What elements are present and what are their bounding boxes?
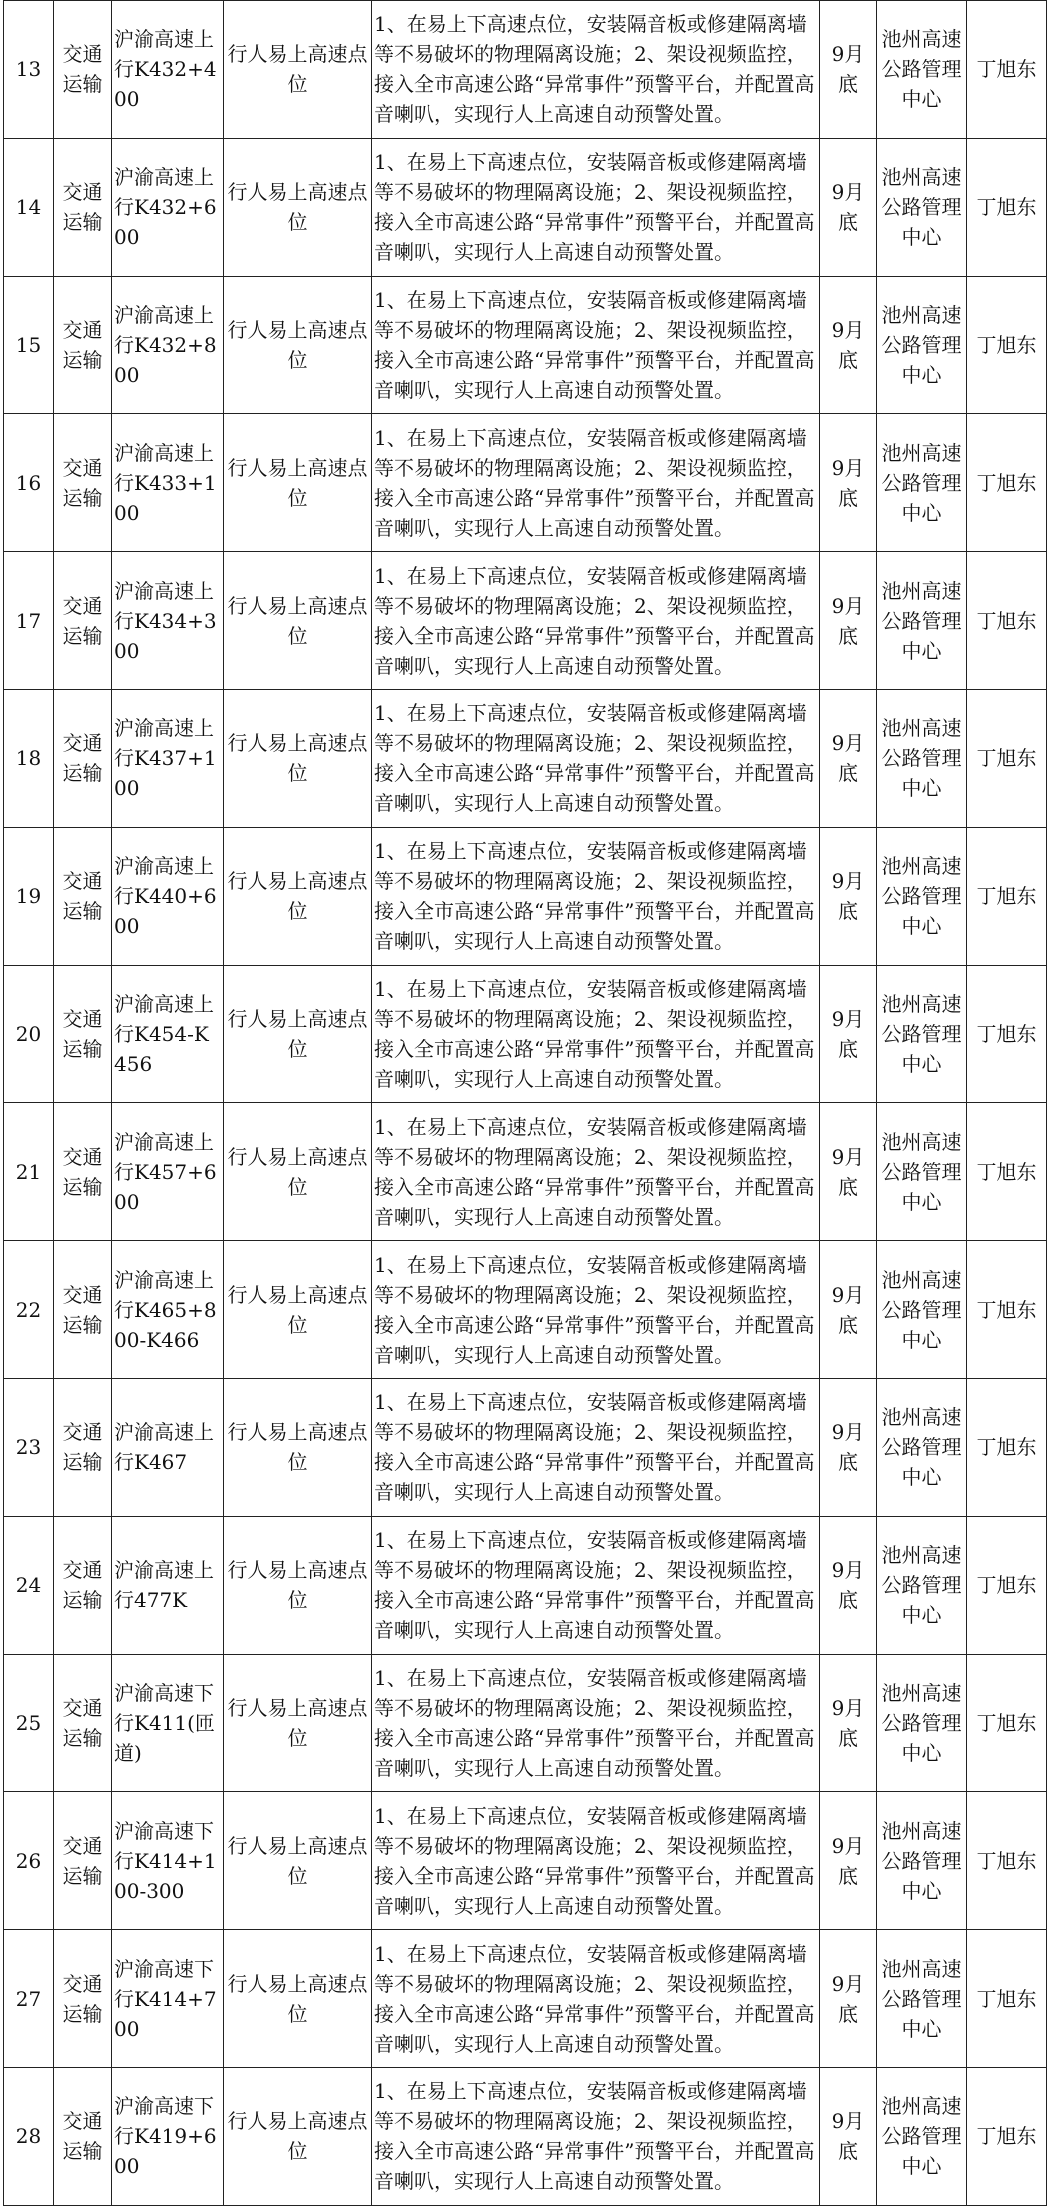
table-row bbox=[4, 1516, 1047, 1654]
issue-cell: 行人易上高速点位 bbox=[224, 1378, 372, 1516]
deadline-cell: 9月底 bbox=[820, 1, 877, 139]
location-cell: 沪渝高速上行K457+600 bbox=[112, 1103, 224, 1241]
measure-cell: 1、在易上下高速点位，安装隔音板或修建隔离墙等不易破坏的物理隔离设施；2、架设视频监控，接入全市高速公路“异常事件”预警平台，并配置高音喇叭，实现行人上高速自动预警处置。 bbox=[372, 965, 820, 1103]
row-number: 28 bbox=[4, 2067, 54, 2205]
category-cell: 交通运输 bbox=[54, 552, 112, 690]
category-cell: 交通运输 bbox=[54, 1930, 112, 2068]
row-number: 26 bbox=[4, 1792, 54, 1930]
table-row bbox=[4, 965, 1047, 1103]
responsible-person-cell: 丁旭东 bbox=[967, 552, 1047, 690]
table-row bbox=[4, 1792, 1047, 1930]
table-row bbox=[4, 1103, 1047, 1241]
issue-cell: 行人易上高速点位 bbox=[224, 276, 372, 414]
responsible-person-cell: 丁旭东 bbox=[967, 1, 1047, 139]
responsible-unit-cell: 池州高速公路管理中心 bbox=[877, 965, 967, 1103]
table-row bbox=[4, 1378, 1047, 1516]
measure-cell: 1、在易上下高速点位，安装隔音板或修建隔离墙等不易破坏的物理隔离设施；2、架设视频监控，接入全市高速公路“异常事件”预警平台，并配置高音喇叭，实现行人上高速自动预警处置。 bbox=[372, 276, 820, 414]
responsible-person-cell: 丁旭东 bbox=[967, 414, 1047, 552]
measure-cell: 1、在易上下高速点位，安装隔音板或修建隔离墙等不易破坏的物理隔离设施；2、架设视频监控，接入全市高速公路“异常事件”预警平台，并配置高音喇叭，实现行人上高速自动预警处置。 bbox=[372, 689, 820, 827]
table-row bbox=[4, 552, 1047, 690]
measure-cell: 1、在易上下高速点位，安装隔音板或修建隔离墙等不易破坏的物理隔离设施；2、架设视频监控，接入全市高速公路“异常事件”预警平台，并配置高音喇叭，实现行人上高速自动预警处置。 bbox=[372, 1516, 820, 1654]
deadline-cell: 9月底 bbox=[820, 276, 877, 414]
table-row bbox=[4, 1930, 1047, 2068]
location-cell: 沪渝高速上行K437+100 bbox=[112, 689, 224, 827]
category-cell: 交通运输 bbox=[54, 827, 112, 965]
category-cell: 交通运输 bbox=[54, 276, 112, 414]
deadline-cell: 9月底 bbox=[820, 689, 877, 827]
location-cell: 沪渝高速上行K432+600 bbox=[112, 138, 224, 276]
table-row bbox=[4, 1654, 1047, 1792]
issue-cell: 行人易上高速点位 bbox=[224, 1, 372, 139]
deadline-cell: 9月底 bbox=[820, 965, 877, 1103]
measure-cell: 1、在易上下高速点位，安装隔音板或修建隔离墙等不易破坏的物理隔离设施；2、架设视频监控，接入全市高速公路“异常事件”预警平台，并配置高音喇叭，实现行人上高速自动预警处置。 bbox=[372, 138, 820, 276]
deadline-cell: 9月底 bbox=[820, 1103, 877, 1241]
table-row bbox=[4, 689, 1047, 827]
location-cell: 沪渝高速上行K432+400 bbox=[112, 1, 224, 139]
issue-cell: 行人易上高速点位 bbox=[224, 827, 372, 965]
measure-cell: 1、在易上下高速点位，安装隔音板或修建隔离墙等不易破坏的物理隔离设施；2、架设视频监控，接入全市高速公路“异常事件”预警平台，并配置高音喇叭，实现行人上高速自动预警处置。 bbox=[372, 1103, 820, 1241]
responsible-unit-cell: 池州高速公路管理中心 bbox=[877, 414, 967, 552]
responsible-person-cell: 丁旭东 bbox=[967, 827, 1047, 965]
deadline-cell: 9月底 bbox=[820, 414, 877, 552]
responsible-person-cell: 丁旭东 bbox=[967, 1241, 1047, 1379]
category-cell: 交通运输 bbox=[54, 414, 112, 552]
responsible-unit-cell: 池州高速公路管理中心 bbox=[877, 1378, 967, 1516]
row-number: 21 bbox=[4, 1103, 54, 1241]
category-cell: 交通运输 bbox=[54, 1654, 112, 1792]
location-cell: 沪渝高速上行K454-K456 bbox=[112, 965, 224, 1103]
issue-cell: 行人易上高速点位 bbox=[224, 1792, 372, 1930]
location-cell: 沪渝高速下行K414+100-300 bbox=[112, 1792, 224, 1930]
table-row bbox=[4, 827, 1047, 965]
category-cell: 交通运输 bbox=[54, 138, 112, 276]
responsible-unit-cell: 池州高速公路管理中心 bbox=[877, 1516, 967, 1654]
responsible-person-cell: 丁旭东 bbox=[967, 276, 1047, 414]
responsible-unit-cell: 池州高速公路管理中心 bbox=[877, 276, 967, 414]
issue-cell: 行人易上高速点位 bbox=[224, 414, 372, 552]
location-cell: 沪渝高速上行K432+800 bbox=[112, 276, 224, 414]
measure-cell: 1、在易上下高速点位，安装隔音板或修建隔离墙等不易破坏的物理隔离设施；2、架设视频监控，接入全市高速公路“异常事件”预警平台，并配置高音喇叭，实现行人上高速自动预警处置。 bbox=[372, 827, 820, 965]
table-row bbox=[4, 276, 1047, 414]
category-cell: 交通运输 bbox=[54, 1516, 112, 1654]
responsible-person-cell: 丁旭东 bbox=[967, 1378, 1047, 1516]
issue-cell: 行人易上高速点位 bbox=[224, 1654, 372, 1792]
table-row bbox=[4, 414, 1047, 552]
deadline-cell: 9月底 bbox=[820, 1654, 877, 1792]
responsible-unit-cell: 池州高速公路管理中心 bbox=[877, 1654, 967, 1792]
responsible-unit-cell: 池州高速公路管理中心 bbox=[877, 1103, 967, 1241]
category-cell: 交通运输 bbox=[54, 1, 112, 139]
table-row bbox=[4, 2067, 1047, 2205]
measure-cell: 1、在易上下高速点位，安装隔音板或修建隔离墙等不易破坏的物理隔离设施；2、架设视频监控，接入全市高速公路“异常事件”预警平台，并配置高音喇叭，实现行人上高速自动预警处置。 bbox=[372, 1654, 820, 1792]
responsible-unit-cell: 池州高速公路管理中心 bbox=[877, 1, 967, 139]
issue-cell: 行人易上高速点位 bbox=[224, 1930, 372, 2068]
deadline-cell: 9月底 bbox=[820, 2067, 877, 2205]
responsible-unit-cell: 池州高速公路管理中心 bbox=[877, 1792, 967, 1930]
row-number: 15 bbox=[4, 276, 54, 414]
location-cell: 沪渝高速上行K434+300 bbox=[112, 552, 224, 690]
location-cell: 沪渝高速下行K411(匝道) bbox=[112, 1654, 224, 1792]
issue-cell: 行人易上高速点位 bbox=[224, 965, 372, 1103]
table-body bbox=[4, 1, 1047, 2206]
row-number: 16 bbox=[4, 414, 54, 552]
table-row bbox=[4, 1, 1047, 139]
row-number: 24 bbox=[4, 1516, 54, 1654]
deadline-cell: 9月底 bbox=[820, 827, 877, 965]
measure-cell: 1、在易上下高速点位，安装隔音板或修建隔离墙等不易破坏的物理隔离设施；2、架设视频监控，接入全市高速公路“异常事件”预警平台，并配置高音喇叭，实现行人上高速自动预警处置。 bbox=[372, 1, 820, 139]
responsible-person-cell: 丁旭东 bbox=[967, 1930, 1047, 2068]
measure-cell: 1、在易上下高速点位，安装隔音板或修建隔离墙等不易破坏的物理隔离设施；2、架设视频监控，接入全市高速公路“异常事件”预警平台，并配置高音喇叭，实现行人上高速自动预警处置。 bbox=[372, 2067, 820, 2205]
responsible-unit-cell: 池州高速公路管理中心 bbox=[877, 552, 967, 690]
category-cell: 交通运输 bbox=[54, 689, 112, 827]
category-cell: 交通运输 bbox=[54, 2067, 112, 2205]
responsible-unit-cell: 池州高速公路管理中心 bbox=[877, 689, 967, 827]
table-row bbox=[4, 138, 1047, 276]
responsible-person-cell: 丁旭东 bbox=[967, 1654, 1047, 1792]
row-number: 23 bbox=[4, 1378, 54, 1516]
issue-cell: 行人易上高速点位 bbox=[224, 1241, 372, 1379]
row-number: 18 bbox=[4, 689, 54, 827]
location-cell: 沪渝高速上行477K bbox=[112, 1516, 224, 1654]
table-row bbox=[4, 1241, 1047, 1379]
responsible-person-cell: 丁旭东 bbox=[967, 1792, 1047, 1930]
location-cell: 沪渝高速上行K440+600 bbox=[112, 827, 224, 965]
measure-cell: 1、在易上下高速点位，安装隔音板或修建隔离墙等不易破坏的物理隔离设施；2、架设视频监控，接入全市高速公路“异常事件”预警平台，并配置高音喇叭，实现行人上高速自动预警处置。 bbox=[372, 552, 820, 690]
responsible-person-cell: 丁旭东 bbox=[967, 689, 1047, 827]
category-cell: 交通运输 bbox=[54, 1378, 112, 1516]
row-number: 19 bbox=[4, 827, 54, 965]
deadline-cell: 9月底 bbox=[820, 1241, 877, 1379]
deadline-cell: 9月底 bbox=[820, 1378, 877, 1516]
responsible-unit-cell: 池州高速公路管理中心 bbox=[877, 138, 967, 276]
deadline-cell: 9月底 bbox=[820, 1516, 877, 1654]
row-number: 20 bbox=[4, 965, 54, 1103]
hazard-point-table bbox=[3, 0, 1047, 2206]
deadline-cell: 9月底 bbox=[820, 138, 877, 276]
issue-cell: 行人易上高速点位 bbox=[224, 2067, 372, 2205]
deadline-cell: 9月底 bbox=[820, 1930, 877, 2068]
measure-cell: 1、在易上下高速点位，安装隔音板或修建隔离墙等不易破坏的物理隔离设施；2、架设视频监控，接入全市高速公路“异常事件”预警平台，并配置高音喇叭，实现行人上高速自动预警处置。 bbox=[372, 414, 820, 552]
issue-cell: 行人易上高速点位 bbox=[224, 1103, 372, 1241]
issue-cell: 行人易上高速点位 bbox=[224, 552, 372, 690]
responsible-person-cell: 丁旭东 bbox=[967, 965, 1047, 1103]
category-cell: 交通运输 bbox=[54, 1241, 112, 1379]
measure-cell: 1、在易上下高速点位，安装隔音板或修建隔离墙等不易破坏的物理隔离设施；2、架设视频监控，接入全市高速公路“异常事件”预警平台，并配置高音喇叭，实现行人上高速自动预警处置。 bbox=[372, 1378, 820, 1516]
deadline-cell: 9月底 bbox=[820, 552, 877, 690]
category-cell: 交通运输 bbox=[54, 1103, 112, 1241]
row-number: 22 bbox=[4, 1241, 54, 1379]
location-cell: 沪渝高速下行K419+600 bbox=[112, 2067, 224, 2205]
issue-cell: 行人易上高速点位 bbox=[224, 1516, 372, 1654]
responsible-unit-cell: 池州高速公路管理中心 bbox=[877, 1241, 967, 1379]
responsible-unit-cell: 池州高速公路管理中心 bbox=[877, 1930, 967, 2068]
responsible-person-cell: 丁旭东 bbox=[967, 2067, 1047, 2205]
location-cell: 沪渝高速下行K414+700 bbox=[112, 1930, 224, 2068]
issue-cell: 行人易上高速点位 bbox=[224, 138, 372, 276]
row-number: 27 bbox=[4, 1930, 54, 2068]
issue-cell: 行人易上高速点位 bbox=[224, 689, 372, 827]
deadline-cell: 9月底 bbox=[820, 1792, 877, 1930]
measure-cell: 1、在易上下高速点位，安装隔音板或修建隔离墙等不易破坏的物理隔离设施；2、架设视频监控，接入全市高速公路“异常事件”预警平台，并配置高音喇叭，实现行人上高速自动预警处置。 bbox=[372, 1241, 820, 1379]
responsible-person-cell: 丁旭东 bbox=[967, 138, 1047, 276]
category-cell: 交通运输 bbox=[54, 965, 112, 1103]
responsible-unit-cell: 池州高速公路管理中心 bbox=[877, 827, 967, 965]
row-number: 17 bbox=[4, 552, 54, 690]
responsible-person-cell: 丁旭东 bbox=[967, 1516, 1047, 1654]
responsible-person-cell: 丁旭东 bbox=[967, 1103, 1047, 1241]
location-cell: 沪渝高速上行K433+100 bbox=[112, 414, 224, 552]
row-number: 14 bbox=[4, 138, 54, 276]
location-cell: 沪渝高速上行K467 bbox=[112, 1378, 224, 1516]
category-cell: 交通运输 bbox=[54, 1792, 112, 1930]
location-cell: 沪渝高速上行K465+800-K466 bbox=[112, 1241, 224, 1379]
responsible-unit-cell: 池州高速公路管理中心 bbox=[877, 2067, 967, 2205]
measure-cell: 1、在易上下高速点位，安装隔音板或修建隔离墙等不易破坏的物理隔离设施；2、架设视频监控，接入全市高速公路“异常事件”预警平台，并配置高音喇叭，实现行人上高速自动预警处置。 bbox=[372, 1792, 820, 1930]
row-number: 25 bbox=[4, 1654, 54, 1792]
measure-cell: 1、在易上下高速点位，安装隔音板或修建隔离墙等不易破坏的物理隔离设施；2、架设视频监控，接入全市高速公路“异常事件”预警平台，并配置高音喇叭，实现行人上高速自动预警处置。 bbox=[372, 1930, 820, 2068]
row-number: 13 bbox=[4, 1, 54, 139]
